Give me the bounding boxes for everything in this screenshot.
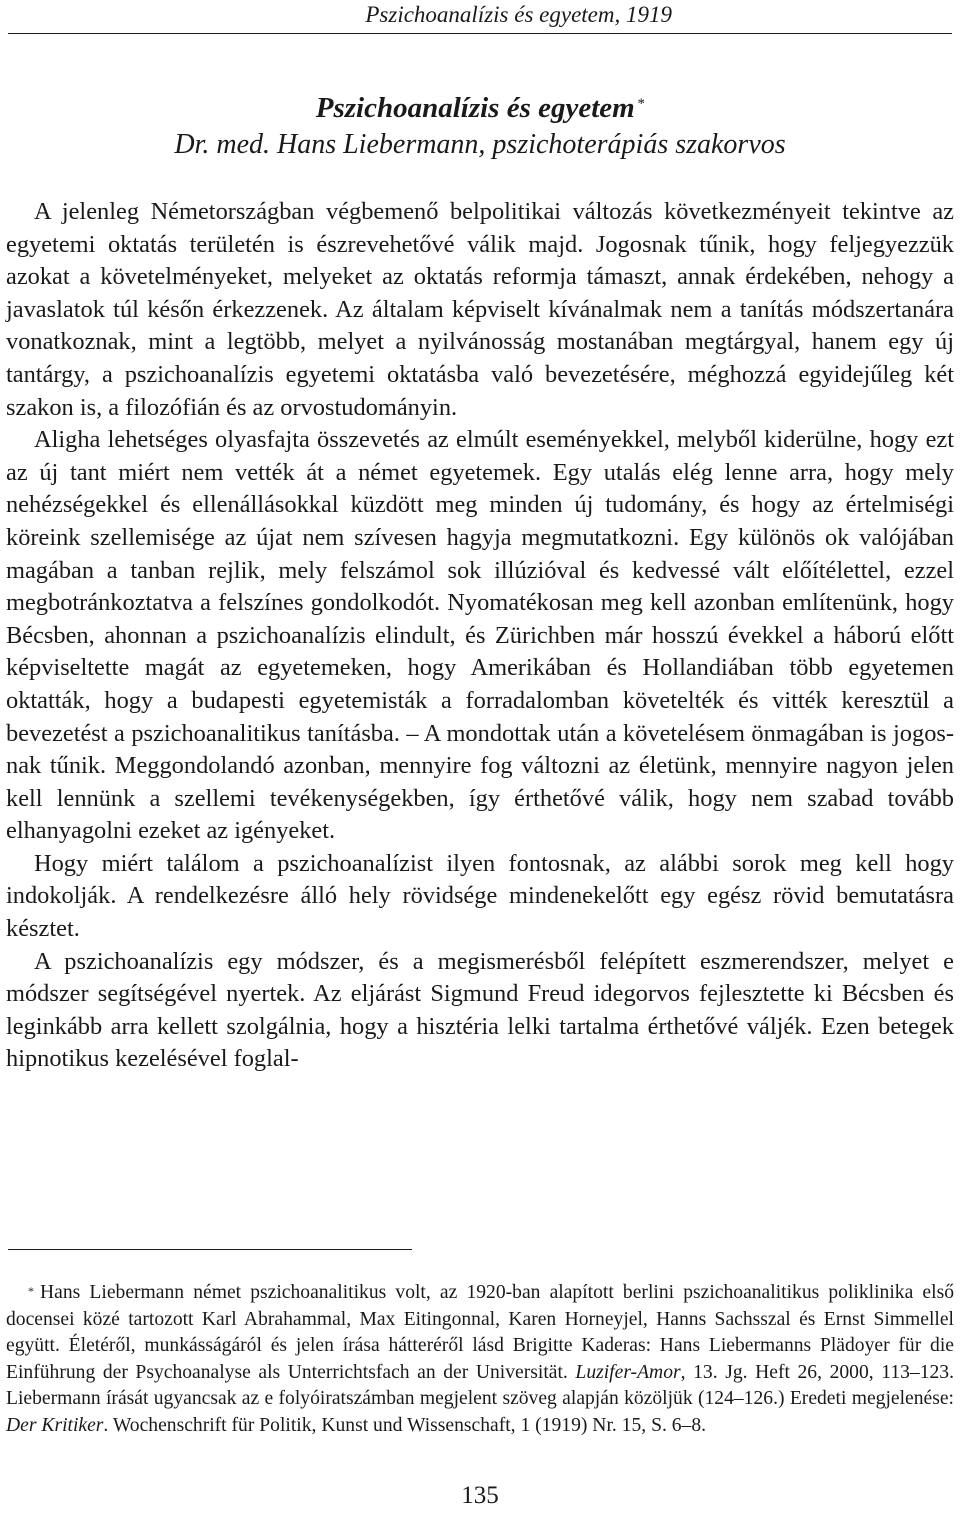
header-rule bbox=[8, 33, 952, 34]
footnote-rule bbox=[8, 1249, 412, 1250]
title-block bbox=[0, 90, 960, 164]
footnote-text-3: . Wochenschrift für Politik, Kunst und Wissenschaft, 1 (1919) Nr. 15, S. 6–8. bbox=[103, 1414, 707, 1436]
running-header-title: Pszichoanalízis és egyetem, 1919 bbox=[365, 2, 672, 27]
footnote-text-1: Hans Liebermann német pszichoanalitikus volt, az 1920-ban alapított berlini pszichoanalitikus poliklinika első docensei közé tartozott Karl Abrahammal, Max Eitingonnal, Karen Horneyjel, Hanns Sachsszal és Ernst Simmellel együtt. Életéről, munkásságáról és jelen írása hátteréről lásd Brigitte Kaderas: Hans Liebermanns Plädoyer für die Einführung der Psychoanalyse als Unterrichtsfach an der Universität. bbox=[6, 1282, 954, 1383]
paragraph-2: Aligha lehetséges olyasfajta összevetés az elmúlt eseményekkel, melyből kiderülne, hogy ezt az új tant miért nem vették át a német egyetemek. Egy utalás elég lenne arra, hogy mely nehézségekkel és ellenállásokkal küzdött meg minden új tudomány, és hogy az értelmiségi köreink szellemisége az újat nem szívesen hagyja megmutatkozni. Egy különös ok valójában magában a tanban rejlik, mely felszámol sok illúzióval és kedvessé vált előítélettel, ezzel megbotránkoztatva a felszínes gondolkodót. Nyomatékosan meg kell azonban említenünk, hogy Bécsben, ahonnan a pszichoanalízis elindult, és Zürichben már hosszú évekkel a háború előtt képviseltette magát az egyetemeken, hogy Amerikában és Hollandiában több egyetemen oktatták, hogy a budapesti egyetemisták a forradalomban követelték és vitték keresztül a bevezetést a pszichoanalitikus tanításba. – A mondottak után a követelésem önmagában is jogosnak tűnik. Meggondolandó azonban, mennyire fog változni az életünk, mennyire nagyon jelen kell lennünk a szellemi tevékenységekben, így érthetővé válik, hogy nem szabad tovább elhanyagolni ezeket az igényeket. bbox=[6, 426, 954, 845]
footnote-text-2: , 13. Jg. Heft 26, 2000, 113–123. Liebermann írását ugyancsak az e folyóiratszámban megjelent szöveg alapján közöljük (124–126.) Eredeti megjelenése: bbox=[6, 1361, 954, 1410]
paragraph-1: A jelenleg Németországban végbemenő belpolitikai változás következményeit tekintve az egyetemi oktatás területén is észrevehetővé válik majd. Jogosnak tűnik, hogy feljegyezzük azokat a követelményeket, melyeket az oktatás reformja támaszt, annak érdekében, nehogy a javaslatok túl későn érkezzenek. Az általam képviselt kívánalmak nem a tanítás módszertanára vonatkoznak, mint a legtöbb, melyet a nyilvánosság mostanában megtárgyal, hanem egy új tantárgy, a pszichoanalízis egyetemi oktatásba való bevezetésére, méghozzá egyidejűleg két szakon is, a filozófián és az orvostudományin. bbox=[6, 198, 954, 421]
article-title bbox=[0, 90, 960, 126]
footnote-paragraph bbox=[6, 1280, 954, 1440]
footnote bbox=[6, 1280, 954, 1440]
running-header bbox=[0, 0, 960, 34]
paragraph-4: A pszichoanalízis egy módszer, és a megismerésből felépített eszmerendszer, melyet e módszer segítségével nyertek. Az eljárást Sigmund Freud idegorvos fejlesztette ki Bécsben és leginkább arra kellett szolgálnia, hogy a hisztéria lelki tartalma érthetővé váljék. Ezen betegek hipnotikus kezelésével foglal- bbox=[6, 947, 954, 1073]
footnote-source-title: Der Kritiker bbox=[6, 1414, 104, 1436]
footnote-mark: * bbox=[28, 1284, 34, 1298]
paragraph-3: Hogy miért találom a pszichoanalízist ilyen fontosnak, az alábbi sorok meg kell hogy indokolják. A rendelkezésre álló hely rövidsége mindenekelőtt egy egész rövid bemutatásra késztet. bbox=[6, 849, 954, 943]
article-author: Dr. med. Hans Liebermann, pszichoterápiás szakorvos bbox=[174, 129, 786, 160]
title-footnote-mark: * bbox=[636, 96, 645, 112]
footnote-journal: Luzifer-Amor bbox=[575, 1361, 681, 1383]
article-body bbox=[6, 196, 954, 1076]
page-number: 135 bbox=[461, 1482, 499, 1509]
article-title-text: Pszichoanalízis és egyetem bbox=[315, 92, 635, 124]
